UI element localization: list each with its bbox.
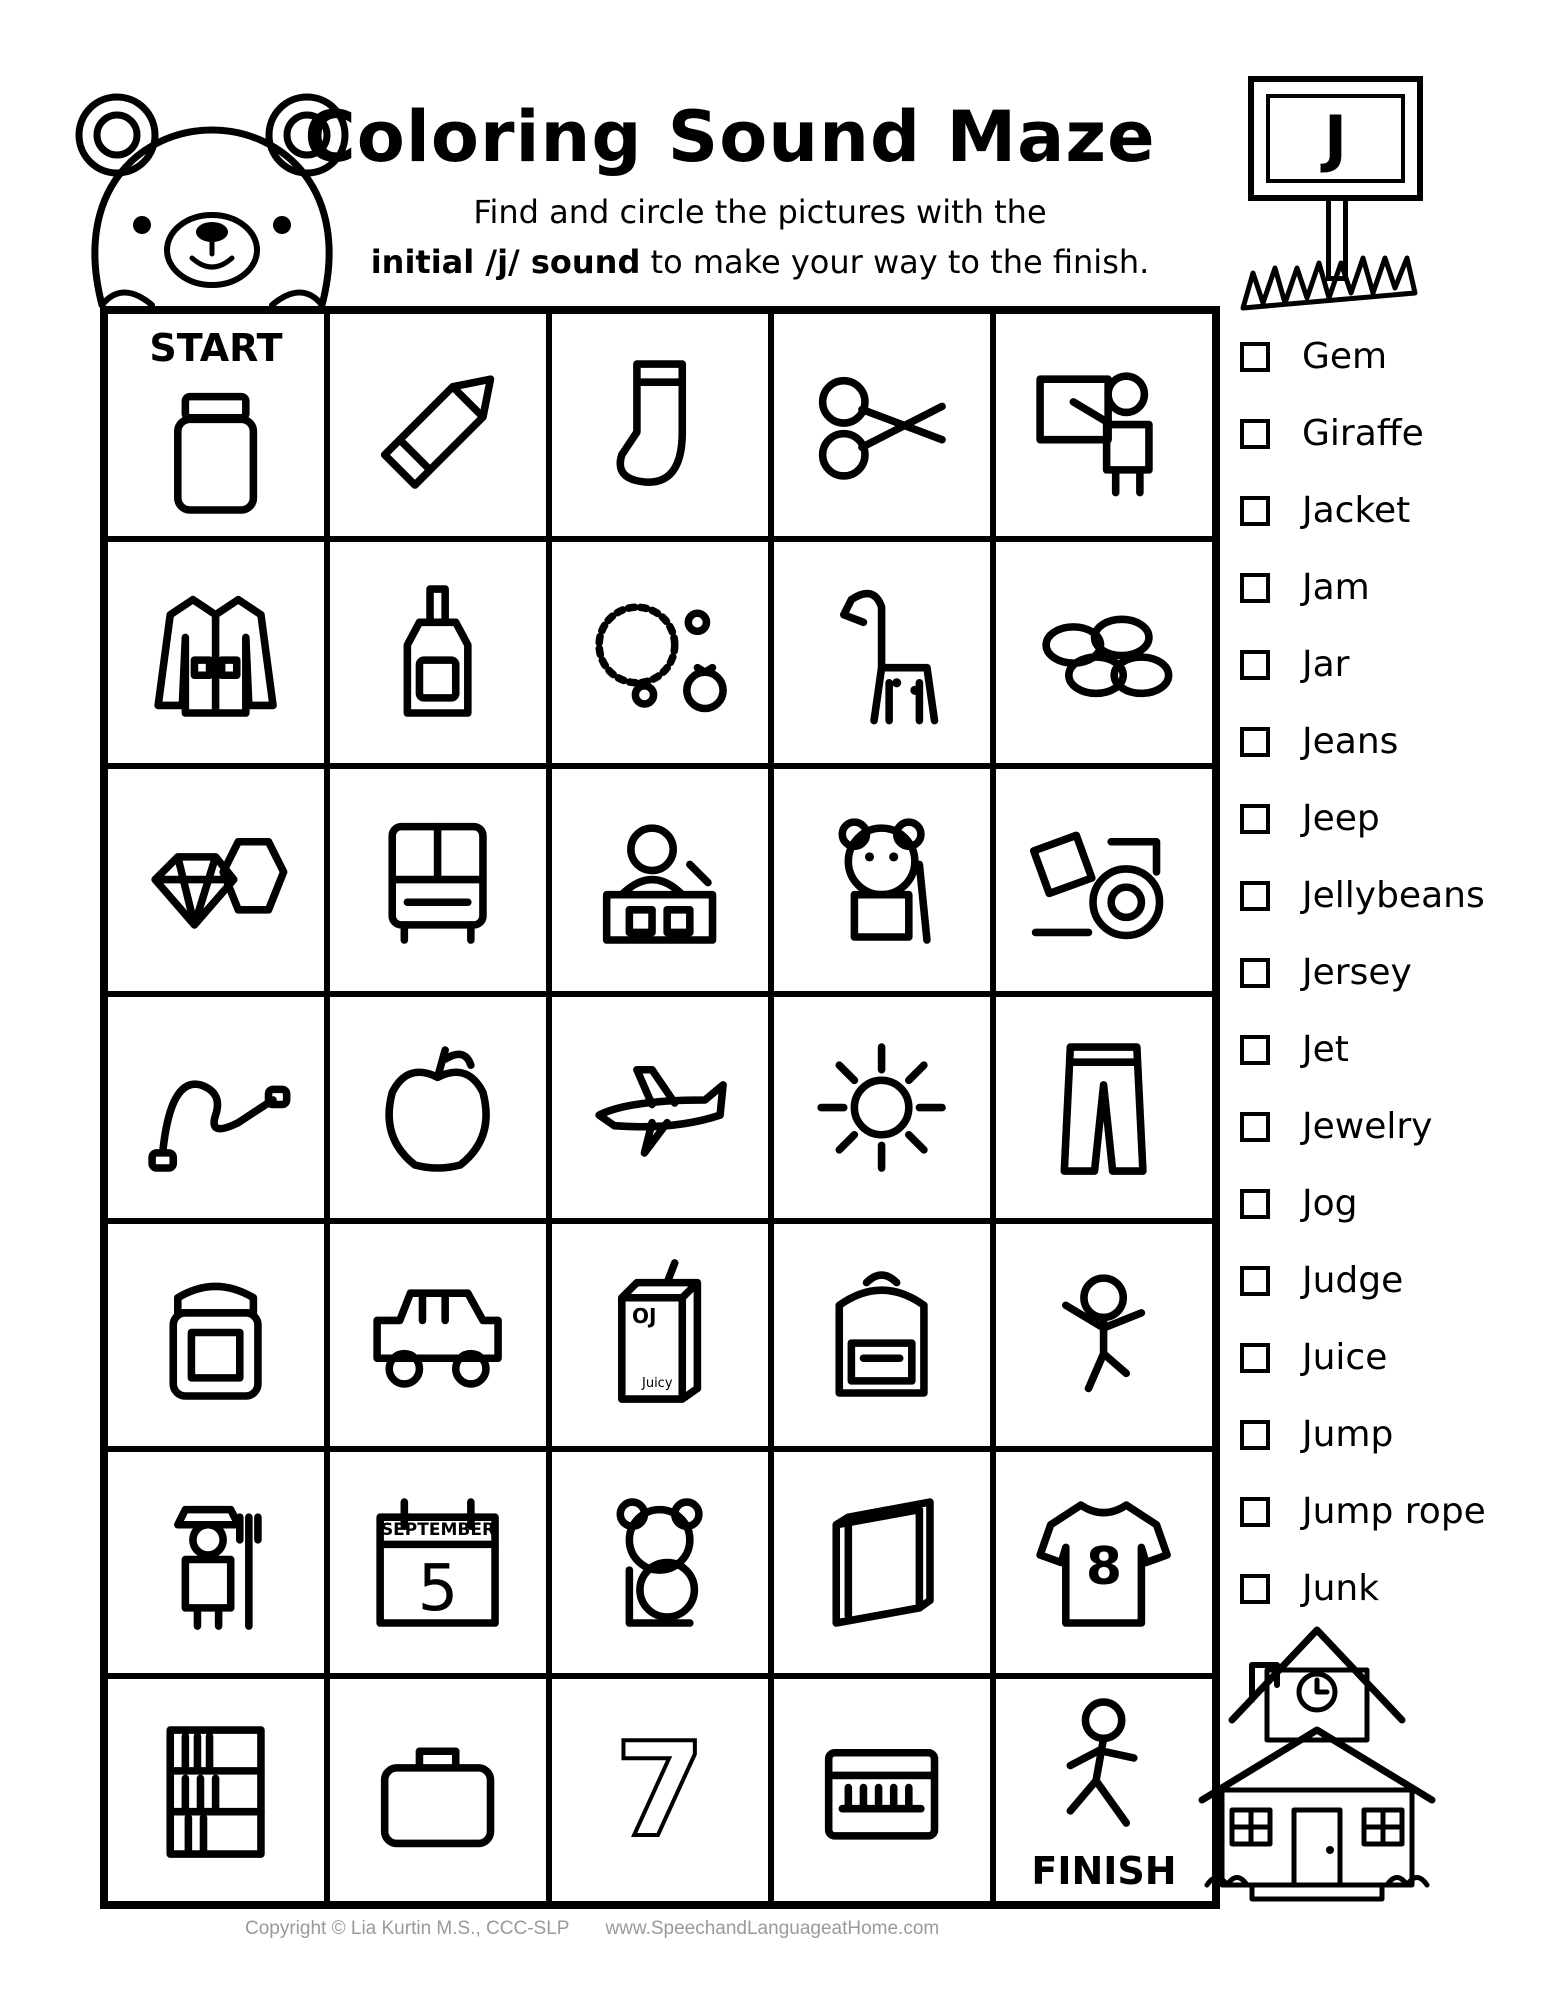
maze-cell-1-2[interactable]: [549, 539, 771, 767]
checkbox[interactable]: [1240, 650, 1270, 680]
checklist-label: Judge: [1302, 1260, 1404, 1301]
maze-cell-6-4[interactable]: [993, 1676, 1215, 1904]
maze-cell-4-0[interactable]: [105, 1221, 327, 1449]
checklist-item[interactable]: [1240, 703, 1540, 780]
jet-icon: [584, 1030, 735, 1185]
maze-cell-2-1[interactable]: [327, 766, 549, 994]
sun-icon: [806, 1030, 957, 1185]
scissors-icon: [806, 347, 957, 502]
checklist-label: Jar: [1302, 644, 1350, 685]
checkbox[interactable]: [1240, 419, 1270, 449]
checklist-label: Jacket: [1302, 490, 1411, 531]
gem-icon: [140, 802, 291, 957]
junk-icon: [1028, 802, 1179, 957]
jog-icon: [1028, 1688, 1179, 1843]
checklist-label: Jeep: [1302, 798, 1380, 839]
checklist-label: Jet: [1302, 1029, 1349, 1070]
page-title: Coloring Sound Maze: [304, 96, 1156, 178]
schoolhouse-icon: [1192, 1610, 1442, 1910]
jeans-icon: [1028, 1030, 1179, 1185]
footer-website: www.SpeechandLanguageatHome.com: [605, 1918, 940, 1939]
maze-cell-3-0[interactable]: [105, 994, 327, 1222]
checkbox[interactable]: [1240, 573, 1270, 603]
checklist-label: Jump: [1302, 1414, 1394, 1455]
backpack-icon: [806, 1258, 957, 1413]
instructions-rest: to make your way to the finish.: [640, 243, 1150, 281]
checkbox[interactable]: [1240, 1420, 1270, 1450]
maze-cell-3-3[interactable]: [771, 994, 993, 1222]
checkbox[interactable]: [1240, 1497, 1270, 1527]
maze-cell-2-0[interactable]: [105, 766, 327, 994]
jump-icon: [1028, 1258, 1179, 1413]
maze-cell-6-2[interactable]: [549, 1676, 771, 1904]
checklist-label: Jump rope: [1302, 1491, 1486, 1532]
calendar-day: 5: [417, 1551, 459, 1626]
checklist-item[interactable]: [1240, 1088, 1540, 1165]
maze-cell-1-4[interactable]: [993, 539, 1215, 767]
juice-label: OJ: [632, 1304, 657, 1329]
checklist-label: Jeans: [1302, 721, 1399, 762]
instructions-line-2: [330, 243, 1190, 281]
checkbox[interactable]: [1240, 1574, 1270, 1604]
maze-cell-1-3[interactable]: [771, 539, 993, 767]
maze-cell-2-3[interactable]: [771, 766, 993, 994]
letter-sign: [1238, 76, 1438, 312]
checklist-item[interactable]: [1240, 1011, 1540, 1088]
maze-cell-6-1[interactable]: [327, 1676, 549, 1904]
teacher-icon: [1028, 347, 1179, 502]
checkbox[interactable]: [1240, 1112, 1270, 1142]
briefcase-icon: [362, 1713, 513, 1868]
maze-cell-1-1[interactable]: [327, 539, 549, 767]
target-letter: J: [1323, 102, 1348, 175]
checklist-label: Juice: [1302, 1337, 1388, 1378]
maze-cell-5-2[interactable]: [549, 1449, 771, 1677]
jar-icon: [140, 372, 291, 527]
maze-cell-2-4[interactable]: [993, 766, 1215, 994]
pencil-case-icon: [806, 1713, 957, 1868]
start-label: START: [149, 326, 283, 370]
sock-icon: [584, 347, 735, 502]
apple-icon: [362, 1030, 513, 1185]
footer: [245, 1918, 1145, 1940]
checklist-label: Gem: [1302, 336, 1388, 377]
finish-label: FINISH: [1031, 1848, 1177, 1893]
bookshelf-icon: [140, 1713, 291, 1868]
checklist-label: Jersey: [1302, 952, 1412, 993]
maze-cell-0-0[interactable]: [105, 311, 327, 539]
maze-grid: [100, 306, 1220, 1909]
bus-icon: [362, 802, 513, 957]
book-icon: [806, 1485, 957, 1640]
seven-icon: 7: [614, 1714, 706, 1867]
maze-cell-5-4[interactable]: [993, 1449, 1215, 1677]
checklist-item[interactable]: [1240, 1473, 1540, 1550]
checkbox[interactable]: [1240, 342, 1270, 372]
checklist-item[interactable]: [1240, 395, 1540, 472]
bear-icon: [806, 802, 957, 957]
jellybeans-icon: [1028, 575, 1179, 730]
checkbox[interactable]: [1240, 1035, 1270, 1065]
jump-rope-icon: [140, 1030, 291, 1185]
checklist-item[interactable]: [1240, 857, 1540, 934]
checklist-item[interactable]: [1240, 1319, 1540, 1396]
jeep-icon: [362, 1258, 513, 1413]
checklist-label: Giraffe: [1302, 413, 1424, 454]
maze-cell-5-1[interactable]: [327, 1449, 549, 1677]
bear-apple-icon: [584, 1485, 735, 1640]
instructions-line-1: Find and circle the pictures with the: [473, 193, 1047, 231]
judge-icon: [584, 802, 735, 957]
giraffe-icon: [806, 575, 957, 730]
checkbox[interactable]: [1240, 804, 1270, 834]
maze-cell-4-3[interactable]: [771, 1221, 993, 1449]
maze-cell-5-3[interactable]: [771, 1449, 993, 1677]
maze-cell-6-0[interactable]: [105, 1676, 327, 1904]
jersey-number: 8: [1085, 1536, 1123, 1597]
maze-cell-3-2[interactable]: [549, 994, 771, 1222]
checklist-label: Jam: [1302, 567, 1370, 608]
checklist-item[interactable]: [1240, 934, 1540, 1011]
glue-icon: [362, 575, 513, 730]
maze-cell-0-1[interactable]: [327, 311, 549, 539]
checklist-item[interactable]: [1240, 1396, 1540, 1473]
maze-cell-1-0[interactable]: [105, 539, 327, 767]
maze-cell-0-3[interactable]: [771, 311, 993, 539]
checklist-label: Jog: [1302, 1183, 1358, 1224]
checkbox[interactable]: [1240, 1266, 1270, 1296]
calendar-month: SEPTEMBER: [380, 1519, 496, 1540]
checkbox[interactable]: [1240, 958, 1270, 988]
checklist-item[interactable]: [1240, 1242, 1540, 1319]
checkbox[interactable]: [1240, 1343, 1270, 1373]
jacket-icon: [140, 575, 291, 730]
jam-icon: [140, 1258, 291, 1413]
maze-cell-0-4[interactable]: [993, 311, 1215, 539]
checklist-item[interactable]: [1240, 1165, 1540, 1242]
maze-cell-0-2[interactable]: [549, 311, 771, 539]
maze-cell-5-0[interactable]: [105, 1449, 327, 1677]
checklist-label: Jellybeans: [1302, 875, 1485, 916]
maze-cell-4-2[interactable]: [549, 1221, 771, 1449]
instructions-bold: initial /j/ sound: [370, 243, 641, 281]
checkbox[interactable]: [1240, 881, 1270, 911]
maze-cell-4-1[interactable]: [327, 1221, 549, 1449]
maze-cell-4-4[interactable]: [993, 1221, 1215, 1449]
checklist-item[interactable]: [1240, 318, 1540, 395]
maze-cell-3-1[interactable]: [327, 994, 549, 1222]
maze-cell-2-2[interactable]: [549, 766, 771, 994]
checklist-item[interactable]: [1240, 549, 1540, 626]
checklist-item[interactable]: [1240, 626, 1540, 703]
checkbox[interactable]: [1240, 1189, 1270, 1219]
checklist-item[interactable]: [1240, 780, 1540, 857]
maze-cell-3-4[interactable]: [993, 994, 1215, 1222]
farmer-icon: [140, 1485, 291, 1640]
footer-copyright: Copyright © Lia Kurtin M.S., CCC-SLP: [245, 1918, 570, 1939]
jewelry-icon: [584, 575, 735, 730]
word-checklist: [1240, 318, 1540, 1627]
checklist-label: Junk: [1302, 1568, 1380, 1609]
crayon-icon: [362, 347, 513, 502]
checkbox[interactable]: [1240, 727, 1270, 757]
checkbox[interactable]: [1240, 496, 1270, 526]
maze-cell-6-3[interactable]: [771, 1676, 993, 1904]
checklist-label: Jewelry: [1302, 1106, 1433, 1147]
checklist-item[interactable]: [1240, 472, 1540, 549]
juice-label-bottom: Juicy: [642, 1376, 673, 1392]
